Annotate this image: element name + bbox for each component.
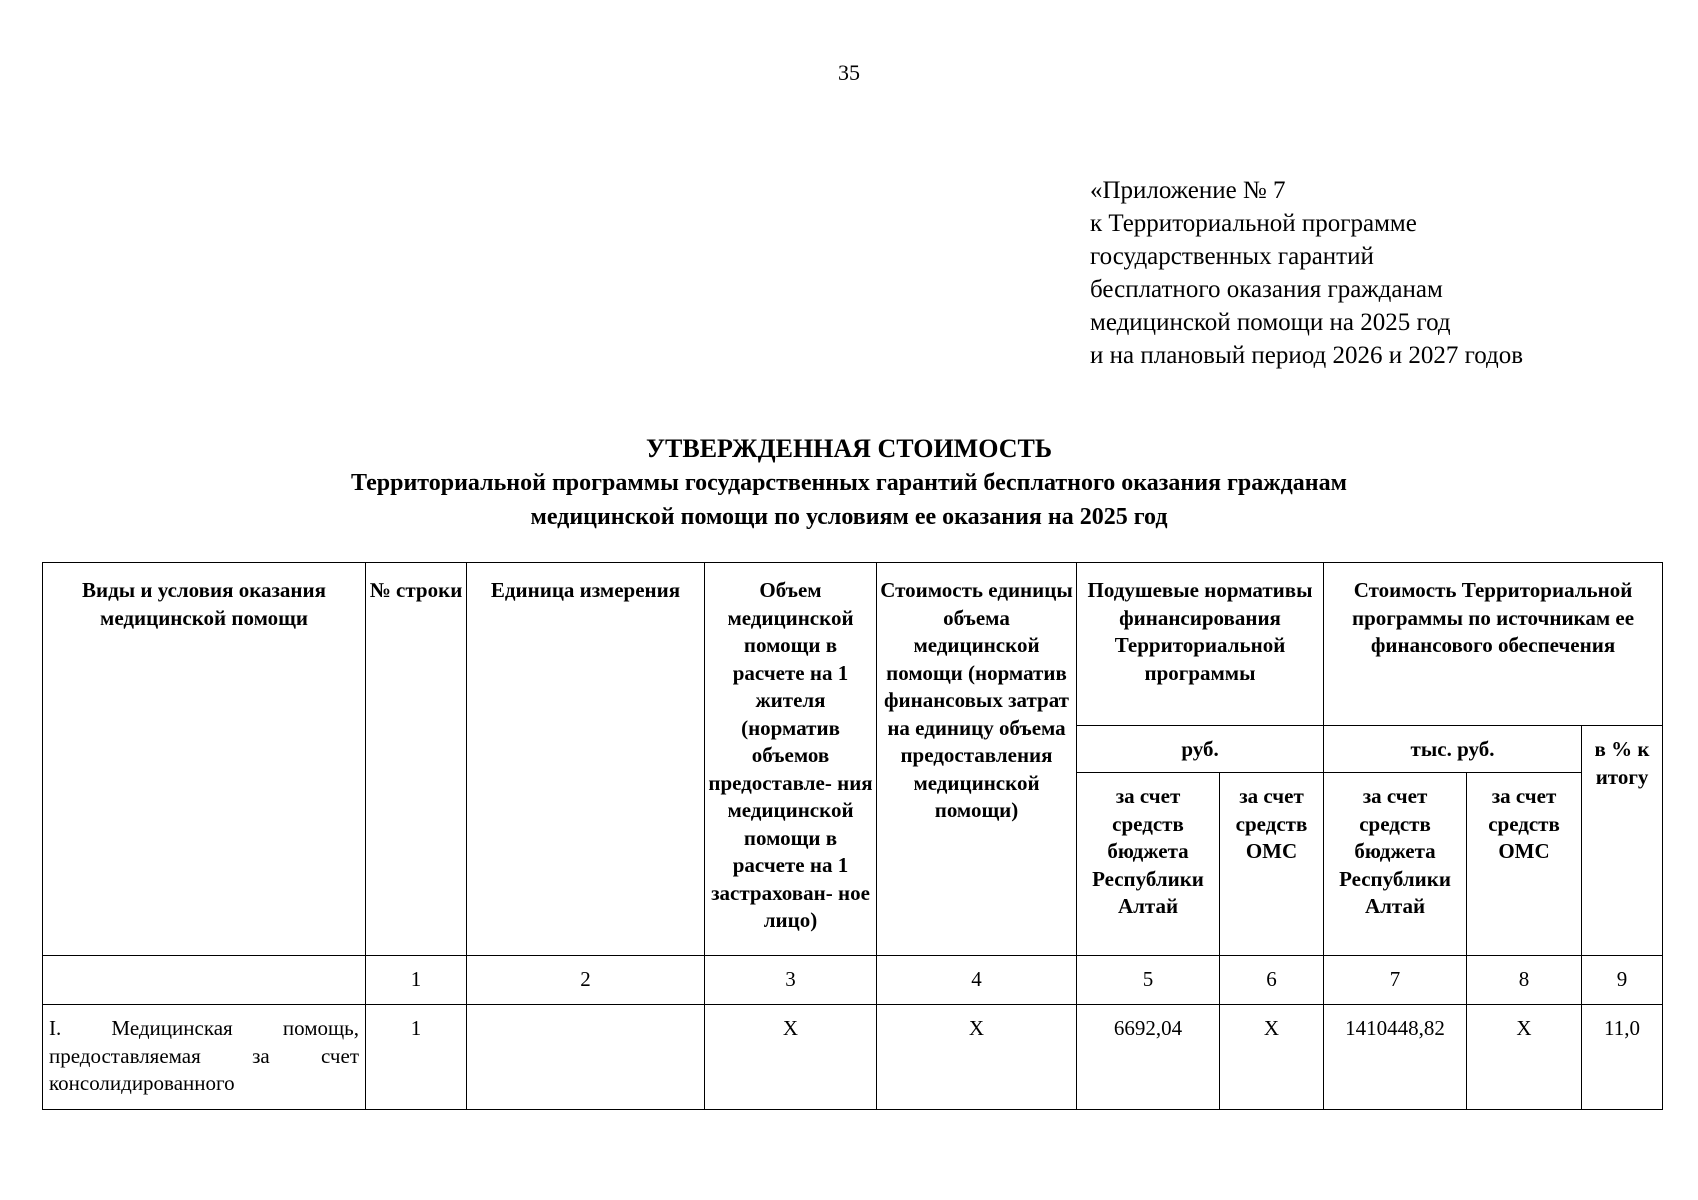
appendix-line: бесплатного оказания гражданам [1090,276,1443,303]
header-unit: Единица измерения [467,563,705,956]
column-number: 4 [877,956,1077,1005]
cell-prog-oms: Х [1467,1005,1582,1110]
appendix-line: к Территориальной программе [1090,210,1417,237]
header-per-capita-norms: Подушевые нормативы финансирования Территориальной программы [1077,563,1324,726]
header-norm-budget: за счет средств бюджета Республики Алтай [1077,773,1220,956]
column-number: 5 [1077,956,1220,1005]
column-number: 3 [705,956,877,1005]
column-number: 7 [1324,956,1467,1005]
appendix-line: и на плановый период 2026 и 2027 годов [1090,342,1524,369]
column-number: 1 [366,956,467,1005]
header-volume: Объем медицинской помощи в расчете на 1 жителя (норматив объемов предоставле- ния медицинской помощи в расчете на 1 застрахован- ное лицо) [705,563,877,956]
header-percent: в % к итогу [1582,726,1663,956]
cell-row-number: 1 [366,1005,467,1110]
column-number-row [43,956,1663,1005]
column-number: 9 [1582,956,1663,1005]
cell-unit-cost: Х [877,1005,1077,1110]
column-number: 6 [1220,956,1324,1005]
page-number: 35 [838,60,860,85]
header-rub: руб. [1077,726,1324,773]
title-line-1: УТВЕРЖДЕННАЯ СТОИМОСТЬ [645,434,1053,463]
header-prog-oms: за счет средств ОМС [1467,773,1582,956]
header-unit-cost: Стоимость единицы объема медицинской помощи (норматив финансовых затрат на единицу объема предоставления медицинской помощи) [877,563,1077,956]
cell-volume: Х [705,1005,877,1110]
column-number: 8 [1467,956,1582,1005]
cell-unit [467,1005,705,1110]
appendix-note [1090,174,1523,372]
cell-norm-oms: Х [1220,1005,1324,1110]
header-kind: Виды и условия оказания медицинской помощи [43,563,366,956]
cell-kind: I. Медицинская помощь, предоставляемая за счет консолидированного [43,1005,366,1110]
appendix-line: «Приложение № 7 [1090,177,1286,204]
header-prog-budget: за счет средств бюджета Республики Алтай [1324,773,1467,956]
cell-prog-budget: 1410448,82 [1324,1005,1467,1110]
title-line-2: Территориальной программы государственных гарантий бесплатного оказания гражданам [351,470,1347,496]
column-number [43,956,366,1005]
title-line-3: медицинской помощи по условиям ее оказания на 2025 год [530,504,1168,530]
header-row-1 [43,563,1663,726]
cell-percent: 11,0 [1582,1005,1663,1110]
header-norm-oms: за счет средств ОМС [1220,773,1324,956]
header-thous-rub: тыс. руб. [1324,726,1582,773]
header-program-cost: Стоимость Территориальной программы по источникам ее финансового обеспечения [1324,563,1663,726]
appendix-line: медицинской помощи на 2025 год [1090,309,1451,336]
appendix-line: государственных гарантий [1090,243,1374,270]
cost-table [42,562,1663,1110]
cell-norm-budget: 6692,04 [1077,1005,1220,1110]
header-row-number: № строки [366,563,467,956]
column-number: 2 [467,956,705,1005]
table-row [43,1005,1663,1110]
document-title [0,432,1698,534]
